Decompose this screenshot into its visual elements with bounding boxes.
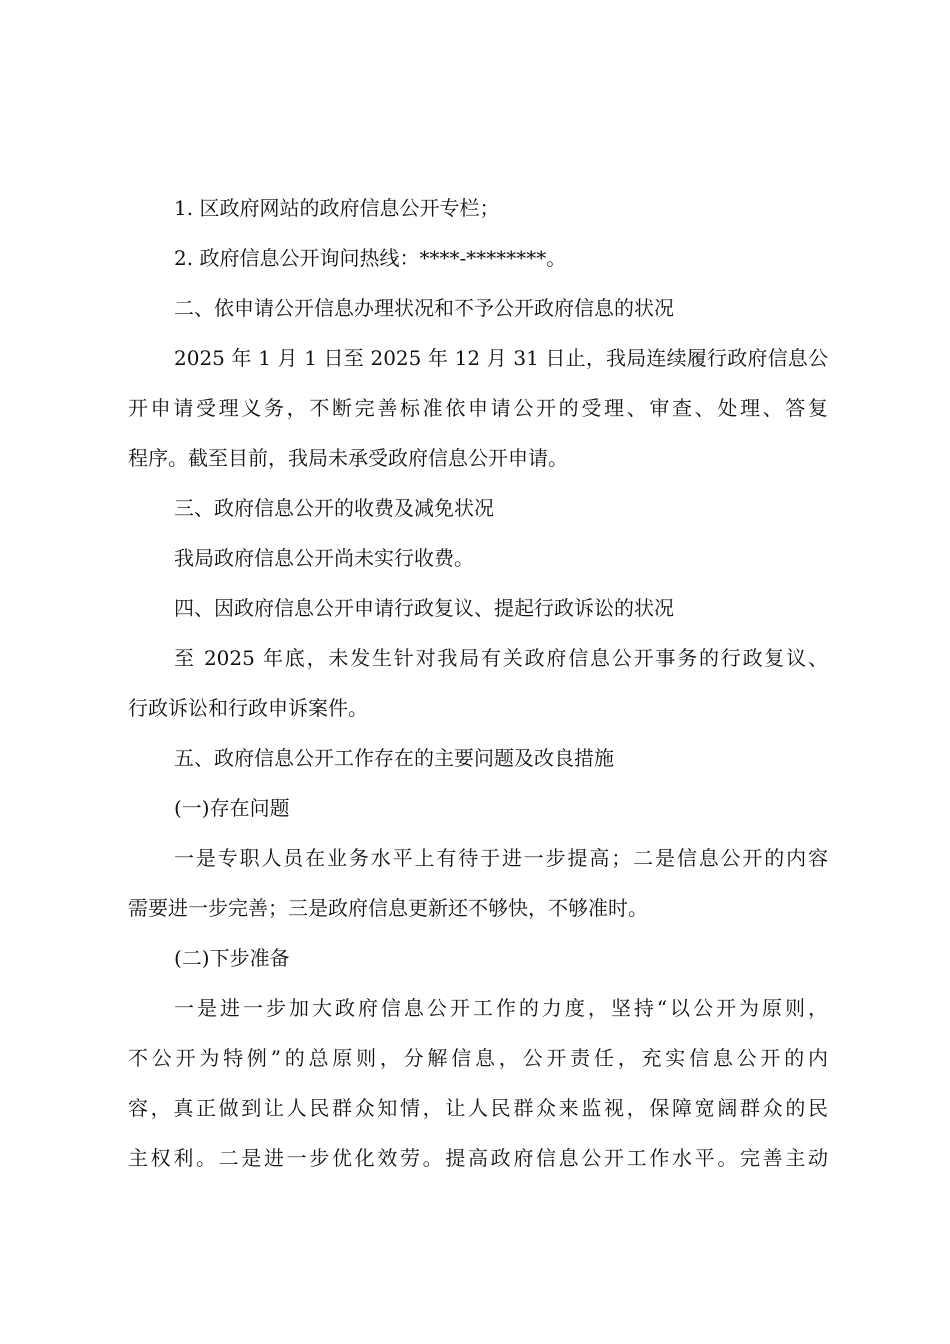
paragraph-line: 行政诉讼和行政申诉案件。 (128, 696, 368, 720)
paragraph-line: 容，真正做到让人民群众知情，让人民群众来监视，保障宽阔群众的民 (128, 1096, 828, 1120)
paragraph-line: 一是进一步加大政府信息公开工作的力度，坚持“以公开为原则， (174, 996, 828, 1020)
list-item-hotline: 2. 政府信息公开询问热线：****-********。 (174, 246, 567, 270)
paragraph-line: 至 2025 年底，未发生针对我局有关政府信息公开事务的行政复议、 (174, 646, 828, 670)
subsection-heading-next-steps: (二)下步准备 (174, 946, 290, 970)
paragraph-line: 需要进一步完善；三是政府信息更新还不够快，不够准时。 (128, 896, 648, 920)
paragraph-line: 一是专职人员在业务水平上有待于进一步提高；二是信息公开的内容 (174, 846, 828, 870)
section-heading-2: 二、依申请公开信息办理状况和不予公开政府信息的状况 (174, 296, 674, 320)
paragraph-line: 不公开为特例”的总原则，分解信息，公开责任，充实信息公开的内 (128, 1046, 828, 1070)
section-heading-5: 五、政府信息公开工作存在的主要问题及改良措施 (174, 746, 614, 770)
subsection-heading-problems: (一)存在问题 (174, 796, 290, 820)
paragraph-line: 我局政府信息公开尚未实行收费。 (174, 546, 474, 570)
section-heading-4: 四、因政府信息公开申请行政复议、提起行政诉讼的状况 (174, 596, 674, 620)
paragraph-line: 2025 年 1 月 1 日至 2025 年 12 月 31 日止，我局连续履行政府信息公 (174, 346, 828, 370)
paragraph-line: 主权利。二是进一步优化效劳。提高政府信息公开工作水平。完善主动 (128, 1146, 828, 1170)
list-item-website-column: 1. 区政府网站的政府信息公开专栏； (174, 196, 500, 220)
paragraph-line: 程序。截至目前，我局未承受政府信息公开申请。 (128, 446, 568, 470)
section-heading-3: 三、政府信息公开的收费及减免状况 (174, 496, 494, 520)
paragraph-line: 开申请受理义务，不断完善标准依申请公开的受理、审查、处理、答复 (128, 396, 828, 420)
